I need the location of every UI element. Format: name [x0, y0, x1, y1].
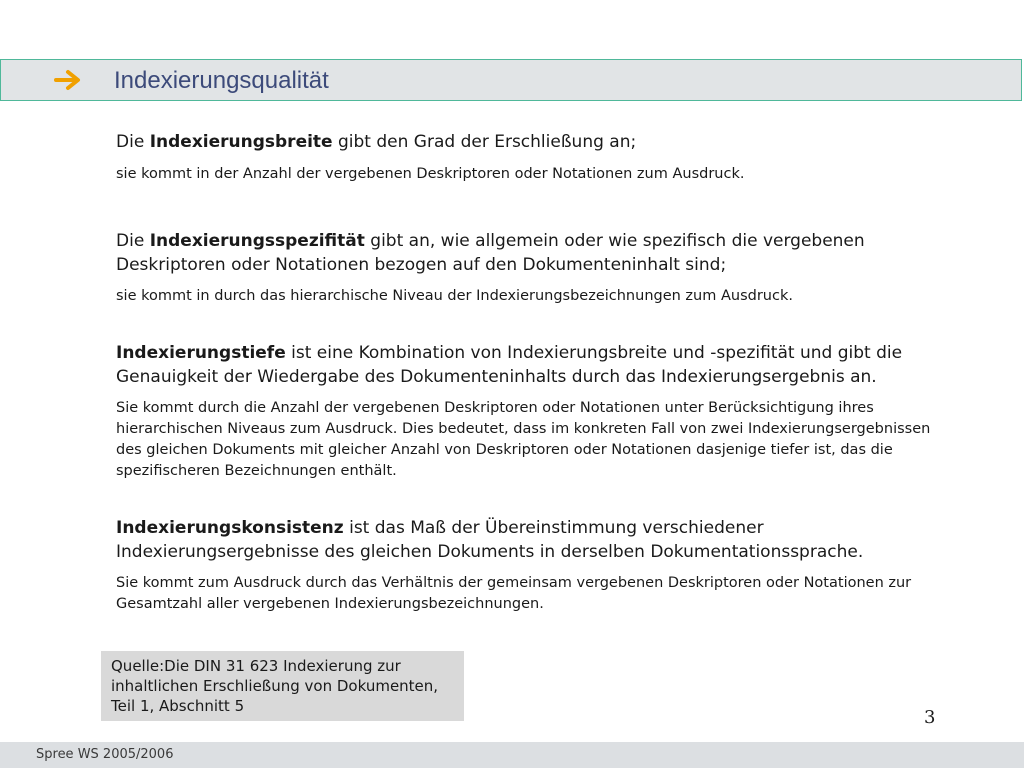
page-number: 3: [924, 707, 936, 728]
section-detail: Sie kommt durch die Anzahl der vergebenen Deskriptoren oder Notationen unter Berücksichtigung ihres hierarchischen Niveaus zum Ausdruck. Dies bedeutet, dass im konkreten Fall von zwei Indexierungsergebnissen des gleichen Dokuments mit gleicher Anzahl von Deskriptoren oder Notationen dasjenige tiefer ist, das die spezifischeren Bezeichnungen enthält.: [116, 400, 931, 479]
lead-prefix: Die: [116, 132, 150, 152]
footer-bar: [0, 742, 1024, 768]
term-indexierungstiefe: Indexierungstiefe: [116, 343, 286, 363]
section-indexierungskonsistenz: [116, 516, 936, 615]
section-lead: [116, 341, 946, 389]
lead-text: gibt den Grad der Erschließung an;: [332, 132, 637, 152]
footer-text: Spree WS 2005/2006: [36, 747, 174, 762]
right-arrow-icon: [53, 68, 83, 92]
page-title: Indexierungsqualität: [114, 67, 329, 94]
term-indexierungsspezifitaet: Indexierungsspezifität: [149, 231, 365, 251]
section-detail: sie kommt in durch das hierarchische Niveau der Indexierungsbezeichnungen zum Ausdruck.: [116, 288, 793, 304]
term-indexierungskonsistenz: Indexierungskonsistenz: [116, 518, 344, 538]
section-detail: Sie kommt zum Ausdruck durch das Verhältnis der gemeinsam vergebenen Deskriptoren oder Notationen zur Gesamtzahl aller vergebenen Indexierungsbezeichnungen.: [116, 575, 912, 612]
term-indexierungsbreite: Indexierungsbreite: [149, 132, 333, 152]
lead-text: ist das Maß der Übereinstimmung verschiedener Indexierungsergebnisse des gleichen Dokuments in derselben Dokumentationssprache.: [116, 518, 864, 562]
section-indexierungsbreite: [116, 130, 744, 185]
lead-text: gibt an, wie allgemein oder wie spezifisch die vergebenen Deskriptoren oder Notationen bezogen auf den Dokumenteninhalt sind;: [116, 231, 865, 275]
section-indexierungstiefe: [116, 341, 946, 482]
lead-prefix: Die: [116, 231, 150, 251]
section-lead: [116, 229, 966, 277]
lead-text: ist eine Kombination von Indexierungsbreite und -spezifität und gibt die Genauigkeit der Wiedergabe des Dokumenteninhalts durch das Indexierungsergebnis an.: [116, 343, 903, 387]
section-lead: [116, 130, 744, 154]
title-bar: [0, 59, 1022, 101]
section-detail: sie kommt in der Anzahl der vergebenen Deskriptoren oder Notationen zum Ausdruck.: [116, 166, 745, 182]
section-lead: [116, 516, 936, 564]
section-indexierungsspezifitaet: [116, 229, 966, 307]
source-citation-box: Quelle:Die DIN 31 623 Indexierung zur inhaltlichen Erschließung von Dokumenten, Teil 1, Abschnitt 5: [101, 651, 464, 721]
